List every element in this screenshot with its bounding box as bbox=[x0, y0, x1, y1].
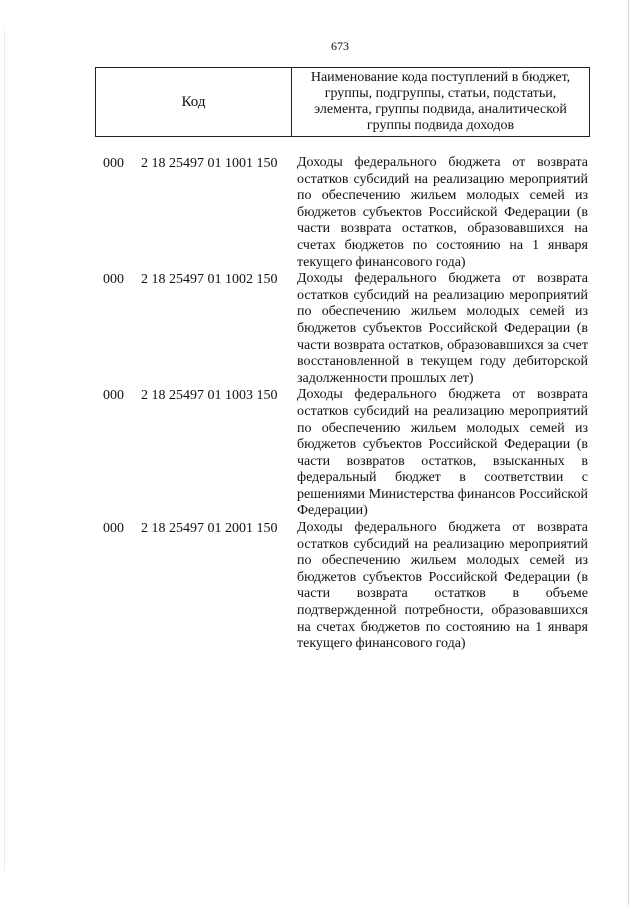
entry-group-code: 000 bbox=[103, 272, 124, 288]
entry-budget-code: 2 18 25497 01 1002 150 bbox=[141, 272, 278, 288]
entry-budget-code: 2 18 25497 01 1001 150 bbox=[141, 156, 278, 171]
entries-list bbox=[0, 155, 640, 653]
entry-row bbox=[0, 387, 640, 520]
entry-budget-code: 2 18 25497 01 1003 150 bbox=[141, 388, 278, 404]
entry-description: Доходы федерального бюджета от возврата остатков субсидий на реализацию мероприятий по обеспечению жильем молодых семей из бюджетов субъектов Российской Федерации (в части возврата остатков, образовавшихся за счет восстановленной в текущем году дебиторской задолженности прошлых лет) bbox=[297, 271, 588, 386]
entry-budget-code: 2 18 25497 01 2001 150 bbox=[141, 521, 278, 537]
entry-description: Доходы федерального бюджета от возврата остатков субсидий на реализацию мероприятий по обеспечению жильем молодых семей из бюджетов субъектов Российской Федерации (в части возвратов остатков, взысканных в федеральный бюджет в соответствии с решениями Министерства финансов Российской Федерации) bbox=[297, 387, 588, 519]
header-code-cell: Код bbox=[96, 68, 292, 136]
entry-group-code: 000 bbox=[103, 156, 124, 171]
table-header bbox=[95, 67, 590, 137]
entry-description: Доходы федерального бюджета от возврата остатков субсидий на реализацию мероприятий по обеспечению жильем молодых семей из бюджетов субъектов Российской Федерации (в части возврата остатков, образовавшихся на счетах бюджетов по состоянию на 1 января текущего финансового года) bbox=[297, 155, 588, 270]
entry-row bbox=[0, 520, 640, 653]
entry-group-code: 000 bbox=[103, 521, 124, 537]
entry-group-code: 000 bbox=[103, 388, 124, 404]
header-name-cell: Наименование кода поступлений в бюджет, группы, подгруппы, статьи, подстатьи, элемента, группы подвида, аналитической группы подвида доходов bbox=[310, 70, 571, 133]
entry-row bbox=[0, 271, 640, 387]
page-number: 673 bbox=[331, 39, 349, 53]
entry-description: Доходы федерального бюджета от возврата остатков субсидий на реализацию мероприятий по обеспечению жильем молодых семей из бюджетов субъектов Российской Федерации (в части возврата остатков в объеме подтвержденной потребности, образовавшихся на счетах бюджетов по состоянию на 1 января текущего финансового года) bbox=[297, 520, 588, 652]
entry-row bbox=[0, 155, 640, 271]
